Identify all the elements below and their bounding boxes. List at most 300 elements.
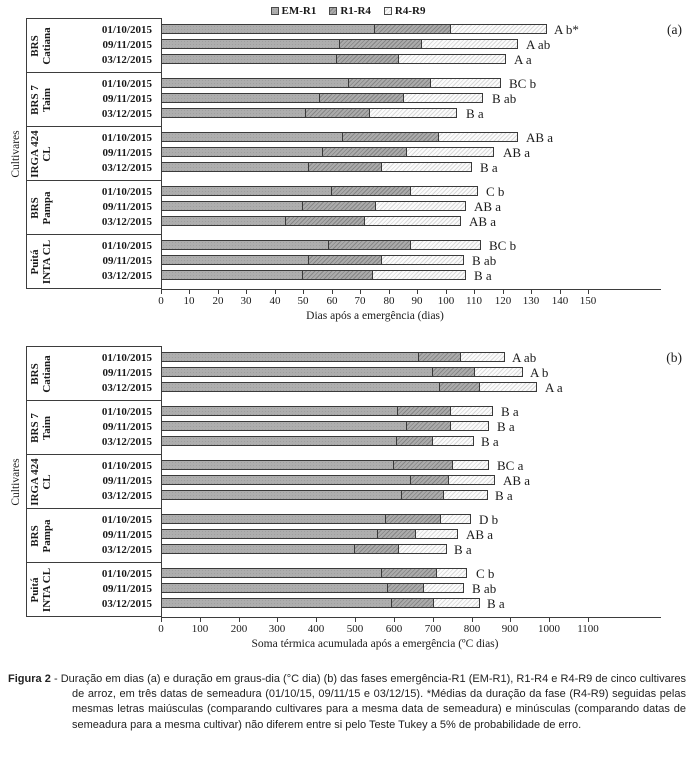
tukey-letters-label: A b bbox=[530, 364, 549, 380]
bar-row bbox=[161, 238, 696, 253]
tukey-letters-label: C b bbox=[486, 183, 505, 199]
segment-em-r1 bbox=[161, 240, 329, 250]
chart-b-groups bbox=[26, 346, 696, 617]
y-axis-title: Cultivares bbox=[10, 129, 22, 178]
tukey-letters-label: B ab bbox=[472, 580, 497, 596]
tukey-letters-label: B a bbox=[495, 487, 513, 503]
cultivar-group bbox=[26, 346, 696, 400]
segment-em-r1 bbox=[161, 352, 419, 362]
chart-b bbox=[0, 346, 696, 658]
segment-r4-r9 bbox=[440, 514, 471, 524]
figure-caption-label: Figura 2 bbox=[8, 673, 51, 685]
category-cell bbox=[26, 180, 161, 234]
legend bbox=[0, 3, 696, 18]
x-tick-label: 0 bbox=[158, 295, 164, 307]
segment-r1-r4 bbox=[308, 255, 382, 265]
category-cell bbox=[26, 72, 161, 126]
category-cell bbox=[26, 126, 161, 180]
segment-r1-r4 bbox=[385, 514, 441, 524]
date-column bbox=[57, 235, 161, 288]
bar-column bbox=[161, 180, 696, 234]
bar-row bbox=[161, 37, 696, 52]
x-tick-label: 120 bbox=[494, 295, 512, 307]
category-cell bbox=[26, 400, 161, 454]
segment-r1-r4 bbox=[401, 490, 444, 500]
segment-r4-r9 bbox=[438, 132, 518, 142]
cultivar-name-cell bbox=[27, 563, 57, 616]
legend-item-em-r1 bbox=[271, 5, 317, 17]
stacked-bar bbox=[161, 367, 523, 377]
date-column bbox=[57, 73, 161, 126]
x-tick-label: 200 bbox=[230, 623, 248, 635]
segment-em-r1 bbox=[161, 162, 309, 172]
category-cell bbox=[26, 454, 161, 508]
date-column bbox=[57, 127, 161, 180]
segment-em-r1 bbox=[161, 544, 355, 554]
stacked-bar bbox=[161, 514, 471, 524]
x-tick-label: 10 bbox=[183, 295, 195, 307]
segment-r4-r9 bbox=[448, 475, 495, 485]
sowing-date-label: 01/10/2015 bbox=[101, 514, 152, 526]
segment-em-r1 bbox=[161, 201, 303, 211]
sowing-date-label: 09/11/2015 bbox=[102, 421, 152, 433]
segment-r4-r9 bbox=[381, 255, 464, 265]
date-column bbox=[57, 401, 161, 454]
segment-r4-r9 bbox=[398, 54, 506, 64]
stacked-bar bbox=[161, 436, 474, 446]
x-tick-label: 80 bbox=[383, 295, 395, 307]
segment-em-r1 bbox=[161, 382, 440, 392]
x-tick bbox=[560, 290, 561, 294]
date-column bbox=[57, 509, 161, 562]
x-tick-label: 600 bbox=[385, 623, 403, 635]
x-tick bbox=[549, 618, 550, 622]
sowing-date-label: 01/10/2015 bbox=[101, 460, 152, 472]
tukey-letters-label: AB a bbox=[469, 213, 497, 229]
segment-r1-r4 bbox=[397, 406, 451, 416]
segment-em-r1 bbox=[161, 568, 382, 578]
stacked-bar bbox=[161, 382, 537, 392]
bar-column bbox=[161, 72, 696, 126]
bar-row bbox=[161, 76, 696, 91]
chart-a bbox=[0, 18, 696, 330]
cultivar-label: Puitá INTA CL bbox=[29, 239, 53, 284]
legend-item-r1-r4 bbox=[329, 5, 371, 17]
segment-em-r1 bbox=[161, 421, 407, 431]
x-tick bbox=[200, 618, 201, 622]
x-tick bbox=[239, 618, 240, 622]
segment-r1-r4 bbox=[381, 568, 437, 578]
date-column bbox=[57, 563, 161, 616]
tukey-letters-label: BC a bbox=[497, 457, 524, 473]
x-tick-label: 100 bbox=[437, 295, 455, 307]
segment-em-r1 bbox=[161, 583, 388, 593]
sowing-date-label: 03/12/2015 bbox=[101, 216, 152, 228]
segment-r1-r4 bbox=[396, 436, 433, 446]
segment-em-r1 bbox=[161, 270, 303, 280]
segment-r4-r9 bbox=[443, 490, 488, 500]
segment-r4-r9 bbox=[450, 406, 493, 416]
cultivar-name-cell bbox=[27, 19, 57, 72]
sowing-date-label: 03/12/2015 bbox=[101, 382, 152, 394]
sowing-date-label: 03/12/2015 bbox=[101, 544, 152, 556]
tukey-letters-label: BC b bbox=[509, 75, 537, 91]
bar-row bbox=[161, 22, 696, 37]
x-tick-label: 70 bbox=[354, 295, 366, 307]
x-tick bbox=[474, 290, 475, 294]
r4-r9-swatch-icon bbox=[384, 7, 392, 15]
segment-em-r1 bbox=[161, 216, 286, 226]
segment-r4-r9 bbox=[398, 544, 447, 554]
figure-caption bbox=[8, 672, 686, 733]
segment-r1-r4 bbox=[410, 475, 449, 485]
segment-r4-r9 bbox=[410, 186, 478, 196]
stacked-bar bbox=[161, 568, 467, 578]
segment-em-r1 bbox=[161, 132, 343, 142]
x-tick bbox=[531, 290, 532, 294]
stacked-bar bbox=[161, 132, 518, 142]
segment-r1-r4 bbox=[387, 583, 424, 593]
cultivar-label: BRS 7 Taim bbox=[29, 412, 53, 443]
segment-em-r1 bbox=[161, 186, 332, 196]
bar-column bbox=[161, 18, 696, 72]
sowing-date-label: 09/11/2015 bbox=[102, 583, 152, 595]
date-column bbox=[57, 347, 161, 400]
segment-r4-r9 bbox=[433, 598, 480, 608]
segment-r1-r4 bbox=[348, 78, 431, 88]
stacked-bar bbox=[161, 490, 488, 500]
segment-r1-r4 bbox=[391, 598, 434, 608]
segment-em-r1 bbox=[161, 24, 375, 34]
bar-row bbox=[161, 214, 696, 229]
segment-em-r1 bbox=[161, 39, 340, 49]
segment-em-r1 bbox=[161, 475, 411, 485]
bar-row bbox=[161, 380, 696, 395]
segment-r1-r4 bbox=[331, 186, 411, 196]
cultivar-group bbox=[26, 562, 696, 617]
segment-em-r1 bbox=[161, 147, 323, 157]
stacked-bar bbox=[161, 598, 480, 608]
tukey-letters-label: B a bbox=[454, 541, 472, 557]
chart-b-plot-area bbox=[0, 346, 696, 617]
bar-row bbox=[161, 581, 696, 596]
stacked-bar bbox=[161, 583, 464, 593]
cultivar-name-cell bbox=[27, 235, 57, 288]
segment-r4-r9 bbox=[369, 108, 457, 118]
tukey-letters-label: B a bbox=[481, 433, 499, 449]
category-cell bbox=[26, 234, 161, 289]
segment-r1-r4 bbox=[432, 367, 475, 377]
x-tick bbox=[355, 618, 356, 622]
x-tick bbox=[246, 290, 247, 294]
bar-row bbox=[161, 253, 696, 268]
segment-r4-r9 bbox=[372, 270, 466, 280]
bar-column bbox=[161, 508, 696, 562]
segment-r4-r9 bbox=[415, 529, 458, 539]
category-cell bbox=[26, 562, 161, 617]
stacked-bar bbox=[161, 544, 447, 554]
tukey-letters-label: C b bbox=[476, 565, 495, 581]
segment-r4-r9 bbox=[421, 39, 518, 49]
segment-r4-r9 bbox=[410, 240, 481, 250]
bar-column bbox=[161, 234, 696, 289]
x-tick-label: 800 bbox=[463, 623, 481, 635]
segment-r1-r4 bbox=[339, 39, 422, 49]
segment-r4-r9 bbox=[436, 568, 467, 578]
cultivar-name-cell bbox=[27, 73, 57, 126]
x-tick-label: 50 bbox=[297, 295, 309, 307]
stacked-bar bbox=[161, 421, 489, 431]
segment-r1-r4 bbox=[302, 270, 373, 280]
segment-em-r1 bbox=[161, 108, 306, 118]
stacked-bar bbox=[161, 201, 466, 211]
sowing-date-label: 09/11/2015 bbox=[102, 367, 152, 379]
segment-r4-r9 bbox=[432, 436, 474, 446]
cultivar-group bbox=[26, 454, 696, 508]
legend-label: R4-R9 bbox=[394, 4, 426, 17]
cultivar-label: BRS Pampa bbox=[29, 191, 53, 224]
segment-r1-r4 bbox=[354, 544, 399, 554]
tukey-letters-label: A ab bbox=[512, 349, 537, 365]
segment-em-r1 bbox=[161, 255, 309, 265]
chart-a-plot-area bbox=[0, 18, 696, 289]
segment-em-r1 bbox=[161, 460, 394, 470]
x-tick bbox=[303, 290, 304, 294]
x-tick-label: 900 bbox=[501, 623, 519, 635]
x-tick-label: 400 bbox=[307, 623, 325, 635]
em-r1-swatch-icon bbox=[271, 7, 279, 15]
r1-r4-swatch-icon bbox=[329, 7, 337, 15]
segment-r1-r4 bbox=[406, 421, 451, 431]
x-tick bbox=[275, 290, 276, 294]
bar-row bbox=[161, 52, 696, 67]
stacked-bar bbox=[161, 406, 493, 416]
bar-row bbox=[161, 596, 696, 611]
sowing-date-label: 09/11/2015 bbox=[102, 255, 152, 267]
segment-em-r1 bbox=[161, 436, 397, 446]
spacer bbox=[0, 330, 696, 346]
tukey-letters-label: B ab bbox=[492, 90, 517, 106]
x-tick-label: 0 bbox=[158, 623, 164, 635]
x-tick-label: 130 bbox=[522, 295, 540, 307]
cultivar-label: IRGA 424 CL bbox=[29, 457, 53, 506]
cultivar-name-cell bbox=[27, 181, 57, 234]
segment-em-r1 bbox=[161, 529, 378, 539]
stacked-bar bbox=[161, 460, 489, 470]
sowing-date-label: 01/10/2015 bbox=[101, 240, 152, 252]
sowing-date-label: 03/12/2015 bbox=[101, 490, 152, 502]
tukey-letters-label: A a bbox=[514, 51, 532, 67]
x-tick bbox=[433, 618, 434, 622]
tukey-letters-label: B a bbox=[487, 595, 505, 611]
date-column bbox=[57, 455, 161, 508]
x-tick bbox=[446, 290, 447, 294]
cultivar-group bbox=[26, 126, 696, 180]
panel-b-tag: (b) bbox=[666, 350, 682, 365]
x-tick bbox=[417, 290, 418, 294]
cultivar-label: IRGA 424 CL bbox=[29, 129, 53, 178]
cultivar-name-cell bbox=[27, 509, 57, 562]
sowing-date-label: 03/12/2015 bbox=[101, 162, 152, 174]
x-tick-label: 100 bbox=[191, 623, 209, 635]
segment-r4-r9 bbox=[423, 583, 464, 593]
tukey-letters-label: B a bbox=[466, 105, 484, 121]
segment-r4-r9 bbox=[450, 421, 489, 431]
cultivar-group bbox=[26, 234, 696, 289]
bar-row bbox=[161, 184, 696, 199]
x-tick bbox=[360, 290, 361, 294]
sowing-date-label: 03/12/2015 bbox=[101, 436, 152, 448]
tukey-letters-label: AB a bbox=[526, 129, 554, 145]
stacked-bar bbox=[161, 54, 506, 64]
cultivar-label: Puitá INTA CL bbox=[29, 567, 53, 612]
segment-r4-r9 bbox=[460, 352, 505, 362]
x-tick-label: 20 bbox=[212, 295, 224, 307]
cultivar-group bbox=[26, 400, 696, 454]
bar-row bbox=[161, 542, 696, 557]
tukey-letters-label: AB a bbox=[474, 198, 502, 214]
segment-em-r1 bbox=[161, 406, 398, 416]
cultivar-group bbox=[26, 508, 696, 562]
bar-row bbox=[161, 566, 696, 581]
x-tick bbox=[161, 290, 162, 294]
bar-row bbox=[161, 91, 696, 106]
stacked-bar bbox=[161, 475, 495, 485]
x-tick-label: 150 bbox=[579, 295, 597, 307]
x-tick bbox=[503, 290, 504, 294]
sowing-date-label: 01/10/2015 bbox=[101, 568, 152, 580]
tukey-letters-label: A b* bbox=[554, 21, 579, 37]
segment-em-r1 bbox=[161, 54, 337, 64]
segment-r4-r9 bbox=[474, 367, 523, 377]
bar-row bbox=[161, 458, 696, 473]
segment-r4-r9 bbox=[430, 78, 501, 88]
cultivar-label: BRS 7 Taim bbox=[29, 84, 53, 115]
sowing-date-label: 09/11/2015 bbox=[102, 529, 152, 541]
bar-column bbox=[161, 400, 696, 454]
x-tick-label: 30 bbox=[240, 295, 252, 307]
x-tick bbox=[510, 618, 511, 622]
sowing-date-label: 03/12/2015 bbox=[101, 108, 152, 120]
segment-r4-r9 bbox=[403, 93, 483, 103]
segment-r1-r4 bbox=[322, 147, 407, 157]
legend-item-r4-r9 bbox=[384, 5, 426, 17]
x-tick-label: 1100 bbox=[577, 623, 599, 635]
sowing-date-label: 09/11/2015 bbox=[102, 475, 152, 487]
tukey-letters-label: B a bbox=[480, 159, 498, 175]
y-axis-title: Cultivares bbox=[10, 457, 22, 506]
bar-row bbox=[161, 350, 696, 365]
bar-row bbox=[161, 473, 696, 488]
segment-r1-r4 bbox=[285, 216, 365, 226]
segment-r1-r4 bbox=[305, 108, 370, 118]
sowing-date-label: 09/11/2015 bbox=[102, 93, 152, 105]
stacked-bar bbox=[161, 78, 501, 88]
segment-em-r1 bbox=[161, 367, 433, 377]
sowing-date-label: 03/12/2015 bbox=[101, 270, 152, 282]
x-tick-label: 140 bbox=[551, 295, 569, 307]
bar-row bbox=[161, 419, 696, 434]
segment-r1-r4 bbox=[302, 201, 376, 211]
tukey-letters-label: BC b bbox=[489, 237, 517, 253]
segment-r4-r9 bbox=[452, 460, 489, 470]
segment-r4-r9 bbox=[364, 216, 461, 226]
tukey-letters-label: A ab bbox=[526, 36, 551, 52]
chart-a-x-axis bbox=[158, 289, 661, 330]
segment-r4-r9 bbox=[406, 147, 494, 157]
x-tick-label: 40 bbox=[269, 295, 281, 307]
x-tick-label: 300 bbox=[268, 623, 286, 635]
x-tick-label: 500 bbox=[346, 623, 364, 635]
sowing-date-label: 09/11/2015 bbox=[102, 39, 152, 51]
segment-r1-r4 bbox=[393, 460, 453, 470]
stacked-bar bbox=[161, 162, 472, 172]
tukey-letters-label: D b bbox=[479, 511, 499, 527]
stacked-bar bbox=[161, 529, 458, 539]
sowing-date-label: 01/10/2015 bbox=[101, 352, 152, 364]
segment-em-r1 bbox=[161, 514, 386, 524]
tukey-letters-label: AB a bbox=[466, 526, 494, 542]
stacked-bar bbox=[161, 39, 518, 49]
sowing-date-label: 09/11/2015 bbox=[102, 147, 152, 159]
cultivar-label: BRS Pampa bbox=[29, 519, 53, 552]
tukey-letters-label: B a bbox=[501, 403, 519, 419]
x-tick bbox=[332, 290, 333, 294]
tukey-letters-label: A a bbox=[545, 379, 563, 395]
segment-r4-r9 bbox=[479, 382, 537, 392]
x-axis-title: Dias após a emergência (dias) bbox=[306, 310, 444, 322]
bar-column bbox=[161, 454, 696, 508]
bar-row bbox=[161, 130, 696, 145]
panel-a-tag: (a) bbox=[667, 22, 682, 37]
bar-row bbox=[161, 268, 696, 283]
sowing-date-label: 01/10/2015 bbox=[101, 78, 152, 90]
segment-em-r1 bbox=[161, 490, 402, 500]
tukey-letters-label: AB a bbox=[503, 472, 531, 488]
sowing-date-label: 01/10/2015 bbox=[101, 186, 152, 198]
segment-em-r1 bbox=[161, 78, 349, 88]
stacked-bar bbox=[161, 108, 457, 118]
segment-r4-r9 bbox=[381, 162, 472, 172]
x-tick bbox=[389, 290, 390, 294]
stacked-bar bbox=[161, 93, 483, 103]
chart-a-groups bbox=[26, 18, 696, 289]
segment-r1-r4 bbox=[319, 93, 404, 103]
sowing-date-label: 01/10/2015 bbox=[101, 132, 152, 144]
bar-column bbox=[161, 346, 696, 400]
stacked-bar bbox=[161, 352, 505, 362]
x-tick bbox=[316, 618, 317, 622]
segment-r1-r4 bbox=[418, 352, 461, 362]
stacked-bar bbox=[161, 24, 547, 34]
bar-column bbox=[161, 562, 696, 617]
segment-r1-r4 bbox=[336, 54, 399, 64]
stacked-bar bbox=[161, 186, 478, 196]
bar-row bbox=[161, 145, 696, 160]
x-tick-label: 1000 bbox=[538, 623, 560, 635]
legend-label: R1-R4 bbox=[340, 4, 371, 17]
stacked-bar bbox=[161, 216, 461, 226]
sowing-date-label: 01/10/2015 bbox=[101, 406, 152, 418]
x-tick-label: 700 bbox=[424, 623, 442, 635]
category-cell bbox=[26, 508, 161, 562]
bar-row bbox=[161, 527, 696, 542]
segment-em-r1 bbox=[161, 598, 392, 608]
bar-row bbox=[161, 199, 696, 214]
x-axis-title: Soma térmica acumulada após a emergência (ºC dias) bbox=[251, 638, 499, 650]
x-tick-label: 110 bbox=[465, 295, 483, 307]
cultivar-group bbox=[26, 180, 696, 234]
